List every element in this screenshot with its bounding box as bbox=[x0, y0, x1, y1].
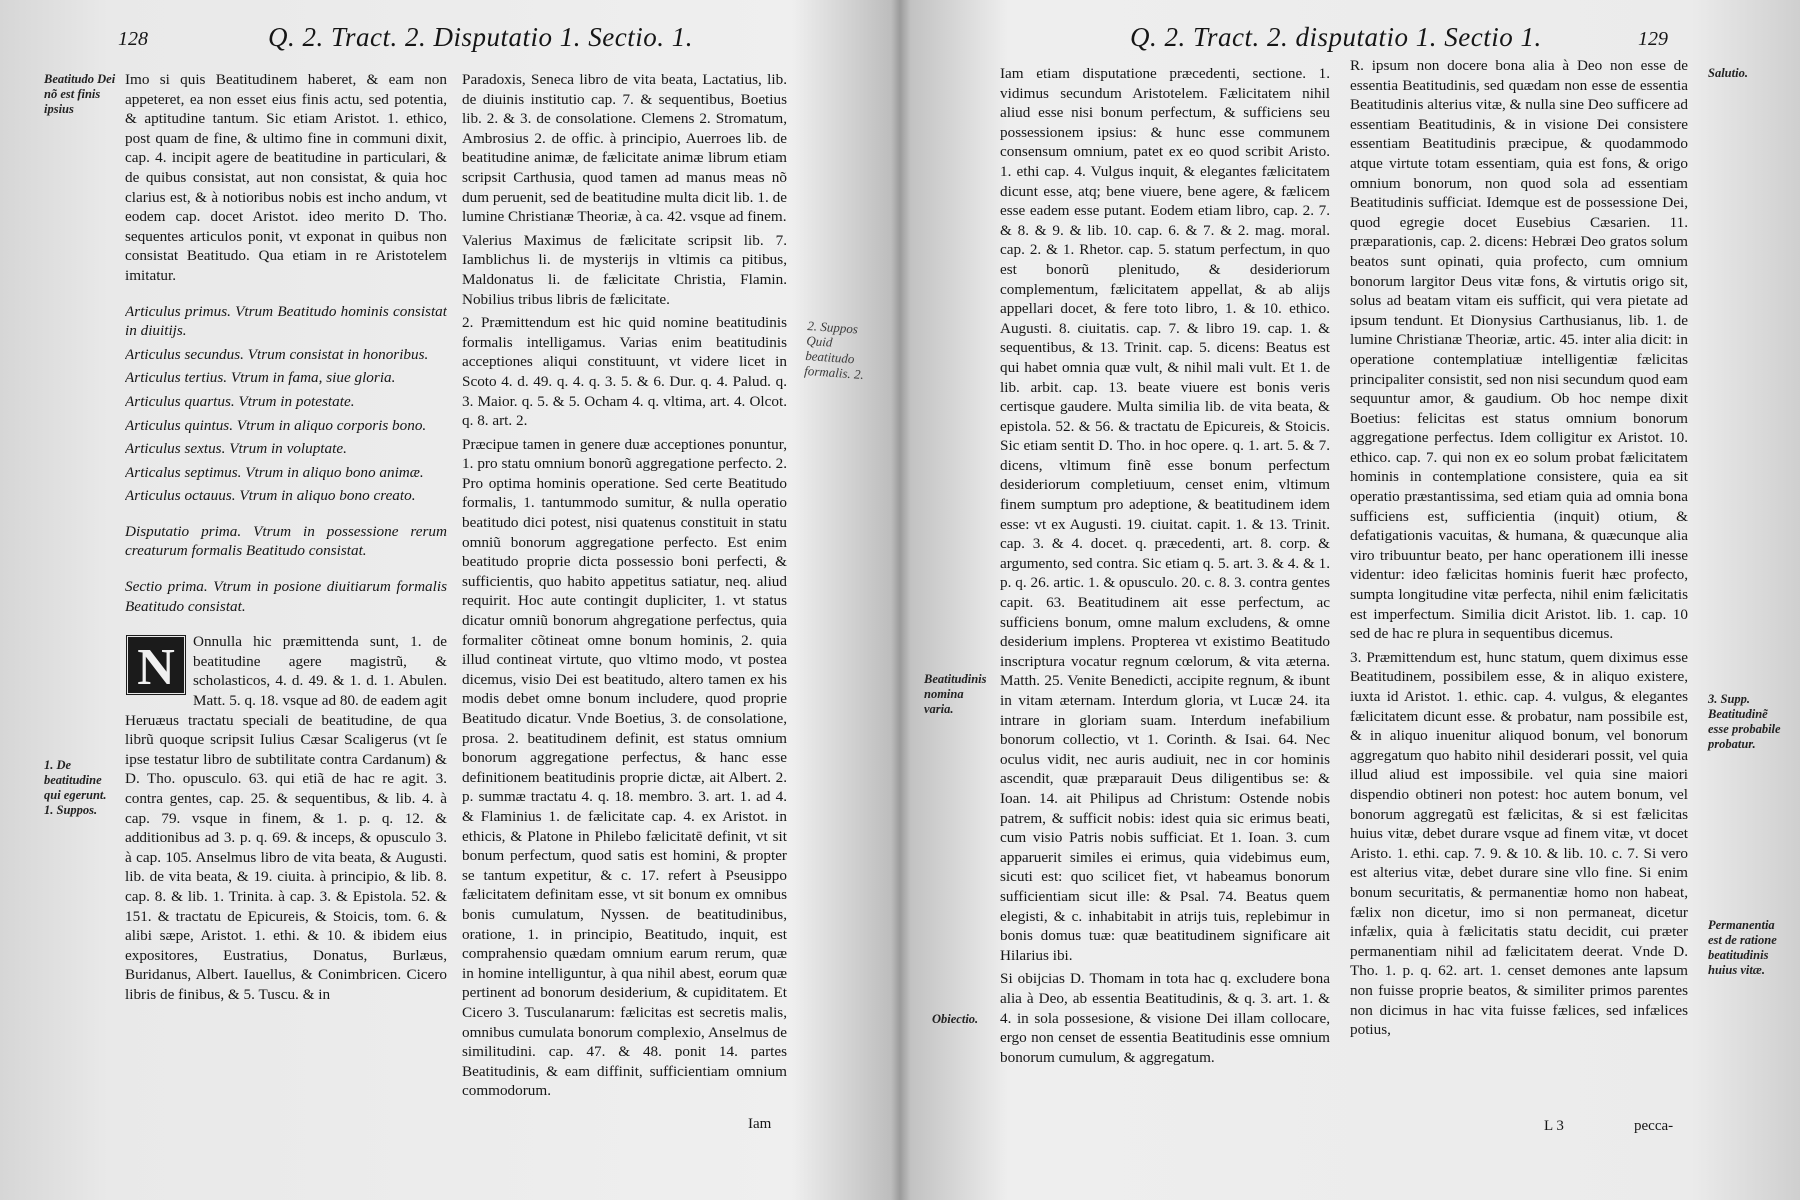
running-head: Q. 2. Tract. 2. disputatio 1. Sectio 1. bbox=[1130, 22, 1542, 52]
handwritten-note: 2. Suppos Quid beatitudo formalis. 2. bbox=[803, 318, 865, 383]
paragraph: Si obijcias D. Thomam in tota hac q. excludere bona alia à Deo, ab essentia Beatitudinis, & q. 3. art. 1. & 4. in sola possesione, & visione Dei illam collocare, ergo non censet de essentia Beatitudinis esse omnium bonorum cumulum, & aggregatum. bbox=[1000, 970, 1330, 1066]
paragraph: 3. Præmittendum est, hunc statum, quem diximus esse Beatitudinem, possibilem esse, & in aliquo existere, iuxta id Aristot. 1. ethic. cap. 4. vulgus, & elegantes fælicitatem dicunt esse. & probatur, nam possibile est, & in aliquo inuenitur aliquod bonum, vel bonorum aggregatum quo habito nihil desiderari possit, vel quia illud aliud est impossibile. vel quia sine maiori dispendio obtineri non potest: hoc autem bonum, vel bonorum aggregatũ est fælicitas, & si est fælicitas huius vitæ, debet durare vsque ad finem vitæ, vt docet Aristo. 1. ethi. cap. 7. 9. & 10. & lib. 10. c. 7. Si vero est alterius vitæ, debet durare sine vllo fine. Si enim bonum securitatis, & permanentiæ homo non habeat, fælix non dicetur, imo si non permaneat, dicetur infælix, quia à fælicitatis statu decidit, cui præter permanentiam nihil ad fælicitatem deerat. Vnde D. Tho. 1. p. q. 62. art. 1. censet demones ante lapsum non fuisse proprie beatos, & similiter primos parentes non dicimus in hac vita fuisse fælices, sed infælices potius, bbox=[1350, 648, 1688, 1039]
left-column-2 bbox=[462, 70, 787, 1120]
catchword: Iam bbox=[748, 1116, 772, 1132]
article-heading: Articulus tertius. Vtrum in fama, siue gloria. bbox=[125, 369, 396, 387]
article-heading: Articalus septimus. Vtrum in aliquo bono animæ. bbox=[125, 463, 424, 481]
paragraph: Paradoxis, Seneca libro de vita beata, Lactatius, lib. de diuinis institutio cap. 7. & sequentibus, Boetius lib. 2. & 3. de consolatione. Clemens 2. Stromatum, Ambrosius 2. de offic. à principio, Auerroes lib. de beatitudine animæ, de fælicitate animæ librum etiam scripsit Carthusia, quod tamen ad manus meas nõ dum peruenit, sed de beatitudine multa dicit lib. 1. de lumine Christianæ Theoriæ, à ca. 42. vsque ad finem. bbox=[462, 71, 787, 226]
paragraph-text: Onnulla hic præmittenda sunt, 1. de beatitudine agere magistrũ, & scholasticos, 4. d. 49. & 1. d. 1. Abulen. Matt. 5. q. 18. vsque ad 80. de eadem agit Heruæus tractatu speciali de beatitudine, de qua librũ quoque scripsit Iulius Cæsar Scaligerus (vt ſe ipse testatur libro de subtilitate contra Cardanum) & D. Tho. opusculo. 63. qui etiã de hac re agit. 3. contra gentes, cap. 25. & sequentibus, & lib. 4. à cap. 79. vsque in finem, & 1. p. q. 12. & additionibus ad 3. p. q. 69. & inceps, & opusculo 3. à cap. 105. Anselmus libro de vita beata, & Augusti. lib. de vita beata, & 19. ciuita. à principio, & lib. 8. cap. 8. & lib. 1. Trinita. à cap. 3. & Epistola. 52. & 151. & tractatu de Epicureis, & Stoicis, tom. 6. & alibi sæpe, Aristot. 1. ethi. & 10. & ibidem eius expositores, Eustratius, Donatus, Burlæus, Buridanus, Albert. Iauellus, & Conimbricen. Cicero libris de finibus, & 5. Tuscu. & in bbox=[125, 633, 447, 1003]
article-heading: Articulus primus. Vtrum Beatitudo hominis consistat in diuitijs. bbox=[125, 302, 447, 340]
page-number: 128 bbox=[118, 28, 148, 50]
article-heading: Articulus quartus. Vtrum in potestate. bbox=[125, 392, 355, 410]
dropcap: N bbox=[125, 634, 187, 696]
margin-note: Beatitudinis nomina varia. bbox=[924, 672, 987, 716]
margin-note: Salutio. bbox=[1708, 66, 1748, 80]
article-heading: Articulus octauus. Vtrum in aliquo bono creato. bbox=[125, 487, 416, 505]
margin-note: Obiectio. bbox=[932, 1012, 979, 1026]
paragraph: R. ipsum non docere bona alia à Deo non esse de essentia Beatitudinis, sed quædam non esse de essentia Beatitudinis alterius vitæ, & nulla sine Deo sufficere ad essentiam Beatitudinis, & in visione Dei consistere essentiam Beatitudinis præcipue, & quodammodo atque virtute totam essentiam, quia est fons, & origo omnium bonorum, non quod sola ad essentiam Beatitudinis sufficiat. Idemque est de possessione Dei, quod egregie docet Eusebius Cæsarien. 11. præparationis, cap. 2. dicens: Hebræi Deo gratos solum beatos sunt opinati, quia profecto, cum omnium bonorum largitor Deus vitæ fons, & virtutis origo sit, solus ad beatam vitam eis sufficit, qui vera pietate ad ipsum tendunt. Et Dionysius Carthusianus, lib. 1. de lumine Christianæ Theoriæ, artic. 45. inter alia dicit: in operatione contemplatiuæ intelligentiæ fælicitas principaliter consistit, sed non nisi secundum quod eam sequuntur amor, & gaudium. Ob hoc nempe dixit Boetius: felicitas est status omnium bonorum aggregatione perfectus. Idem colligitur ex Aristot. 10. ethico. cap. 7. qui non ex eo solum probat fælicitatem hominis in contemplatione consistere, quia ea sit operatio præstantissima, sed etiam quia ad omnia bona sufficiens est, sufficientia (inquit) otium, & defatigationis vacuitas, & humana, & quæcunque alia viro tribuuntur beato, per hanc operationem illi inesse videntur: ideo fælicitas hominis fuerit hæc profecto, sumpta longitudine vitæ perfecta, nihil enim fælicitatis est imperfectum. Similia dicit Aristot. lib. 1. cap. 10 sed de hac re plura in sequentibus dicemus. bbox=[1350, 57, 1688, 643]
margin-note: Beatitudo Dei nõ est finis ipsius bbox=[44, 72, 116, 116]
article-heading: Articulus sextus. Vtrum in voluptate. bbox=[125, 440, 347, 458]
right-page bbox=[904, 0, 1800, 1200]
article-heading: Articulus quintus. Vtrum in aliquo corporis bono. bbox=[125, 416, 427, 434]
paragraph: Imo si quis Beatitudinem haberet, & eam non appeteret, ea non esset eius finis actu, sed potentia, & aptitudine tantum. Sic etiam Aristot. 1. ethico, post quam de fine, & ultimo fine in communi dixit, cap. 4. incipit agere de beatitudine in particulari, & de quibus consistat, aut non consistat, & quia hoc clarius est, & à notioribus nobis est incho andum, vt eodem cap. docet Aristot. ideo merito D. Tho. sequentes articulos ponit, vt exponat in quibus non consistat Beatitudo. Qua etiam in re Aristotelem imitatur. bbox=[125, 71, 447, 284]
paragraph: Iam etiam disputatione præcedenti, sectione. 1. vidimus secundum Aristotelem. Fælicitatem nihil aliud esse nisi bonum perfectum, & sufficiens seu possessionem ipsius: & hunc esse communem consensum omnium, patet ex eo quod scribit Aristo. 1. ethi cap. 4. Vulgus inquit, & elegantes fælicitatem dicunt esse, atq; bene viuere, bene agere, & fælicem esse eadem esse putant. Eodem etiam libro, cap. 2. 7. & 8. & 9. & lib. 10. cap. 6. & 7. & 2. mag. moral. cap. 2. & 1. Rhetor. cap. 5. statum perfectum, in quo est bonorũ plenitudo, & desideriorum complementum, fælicitatem appellat, & ab alijs appellari docet, & fere toto libro, 1. & 10. ethico. Augusti. 8. ciuitatis. cap. 7. & libro 19. cap. 1. & sequentibus, & 13. Trinit. cap. 5. dicens: Beatus est qui habet omnia quæ vult, & nihil mali vult. Et 1. de lib. arbit. cap. 13. beate viuere est bonis veris certisque gaudere. Multa similia lib. de vita beata, & epistola. 52. & 56. & tractatu de Epicureis, & Stoicis. Sic etiam sentit D. Tho. in hoc opere. q. 1. art. 5. & 7. dicens, vltimum finẽ esse bonum perfectum desideriorum completiuum, censet enim, vltimum finem sumptum pro adeptione, & beatitudinem idem esse: vt ex Augusti. 19. ciuitat. capit. 1. & 13. Trinit. cap. 3. & 4. docet. q. præcedenti, art. 8. corp. & argumento, sed contra. Sic etiam q. 5. art. 3. & 4. & 1. p. q. 26. artic. 1. & opusculo. 20. c. 8. 3. contra gentes capit. 63. Beatitudinem ait esse perfectum, ac sufficiens bonum, omne malum excludens, & omne desiderium implens. Propterea vt existimo Beatitudo inscriptura vocatur regnum cœlorum, & vita æterna. Matth. 25. Venite Benedicti, accipite regnum, & ibunt in vitam æternam. Interdum gloria, vt Lucæ 24. ita intrare in gloriam suam. Interdum inefabilium bonorum collectio, vt 1. Corinth. & Isai. 64. Nec oculus vidit, nec auris audiuit, nec in cor hominis ascendit, quæ præparauit Deus diligentibus se: & Ioan. 14. ait Philipus ad Christum: Ostende nobis patrem, & sufficit nobis: idest quia sic erimus beati, cum visio Patris nobis sufficiat. Et 1. Ioan. 3. cum apparuerit similes ei erimus, quia videbimus eum, sicuti est: quo scilicet fiet, vt habeamus bonorum sufficientiam sicut ille: & Psal. 74. Beatus quem elegisti, & c. inhabitabit in atrijs tuis, replebimur in bonis domus tuæ: quæ beatitudinem significare ait Hilarius ibi. bbox=[1000, 65, 1330, 964]
paragraph: Præcipue tamen in genere duæ acceptiones ponuntur, 1. pro statu omnium bonorũ aggregatione perfecto. 2. Pro optima hominis operatione. Sed certe Beatitudo formalis, 1. tantummodo sumitur, & nulla operatio beatitudo dici potest, nisi quatenus constituit in statu omniũ bonorum aggregatione perfecto. Est enim beatitudo proprie dicta possessio boni perfecti, & sufficientis, quo habito appetitus satiatur, neq. aliud requirit. Hoc aute contingit dupliciter, 1. vt status dicatur omniũ bonorum ahgregatione perfectus, quia formaliter cõtineat omne bonum hominis, 2. quia illud contineat virtute, quo vltimo modo, vt postea dicemus, visio Dei est beatitudo, altero tamen ex his modis debet omne bonum includere, quod proprie Beatitudo dicatur. Vnde Boetius, 3. de consolatione, prosa. 2. beatitudinem definit, est status omnium bonorum aggregatione perfectus, & hanc esse definitionem beatitudinis proprie dictæ, ait Albert. 2. p. summæ tractatu 4. q. 18. membro. 3. art. 1. ad 4. & Flaminius 1. de fælicitate cap. 4. ex Aristot. in ethicis, & Platone in Philebo fælicitatē definit, vt sit bonum perfectum, quod satis est homini, & propter se tantum expetitur, & c. 17. refert à Pseusippo fælicitatem definitam esse, vt sit bonum ex omnibus bonis cumulatum, Nyssen. de beatitudinibus, oratione, 1. in principio, Beatitudo, inquit, est comprahensio quædam omnium earum rerum, quæ in homine intelliguntur, à qua nihil abest, eorum quæ pertinent ad bonorum desiderium, & cupiditatem. Et Cicero 3. Tusculanarum: fælicitas est secretis malis, omnibus cumulata bonorum complexio, Anselmus de similitudini. cap. 47. & 48. ponit 14. partes Beatitudinis, & eam diffinit, sufficientiam omnium commodorum. bbox=[462, 435, 787, 1100]
margin-note: Permanentia est de ratione beatitudinis huius vitæ. bbox=[1708, 918, 1777, 977]
page-number: 129 bbox=[1638, 28, 1668, 50]
running-head: Q. 2. Tract. 2. Disputatio 1. Sectio. 1. bbox=[268, 22, 693, 52]
left-page bbox=[0, 0, 896, 1200]
article-heading: Articulus secundus. Vtrum consistat in honoribus. bbox=[125, 345, 429, 363]
margin-note: 3. Supp. Beatitudinẽ esse probabile probatur. bbox=[1708, 692, 1781, 751]
paragraph: 2. Præmittendum est hic quid nomine beatitudinis formalis intelligamus. Varias enim beatitudinis acceptiones aliqui constituunt, vt videre licet in Scoto 4. d. 49. q. 4. q. 3. 5. & 6. Dur. q. 4. Palud. q. 3. Maior. q. 5. & 5. Ocham 4. q. vltima, art. 4. Olcot. q. 8. art. 2. bbox=[462, 314, 787, 430]
right-column-2 bbox=[1350, 56, 1688, 1106]
margin-note: 1. De beatitudine qui egerunt. 1. Suppos. bbox=[44, 758, 107, 817]
paragraph: Valerius Maximus de fælicitate scripsit lib. 7. Iamblichus li. de mysterijs in vltimis ca pitibus, Maldonatus li. de fælicitate Christia, Flamin. Nobilius tribus libris de fælicitate. bbox=[462, 231, 787, 308]
paragraph bbox=[125, 632, 447, 1004]
catchword: pecca- bbox=[1634, 1118, 1674, 1134]
sectio-heading: Sectio prima. Vtrum in posione diuitiarum formalis Beatitudo consistat. bbox=[125, 578, 447, 615]
signature-mark: L 3 bbox=[1544, 1118, 1564, 1134]
left-column-1 bbox=[125, 70, 447, 1130]
disputatio-heading: Disputatio prima. Vtrum in possessione rerum creaturum formalis Beatitudo consistat. bbox=[125, 522, 447, 560]
right-column-1 bbox=[1000, 64, 1330, 1104]
